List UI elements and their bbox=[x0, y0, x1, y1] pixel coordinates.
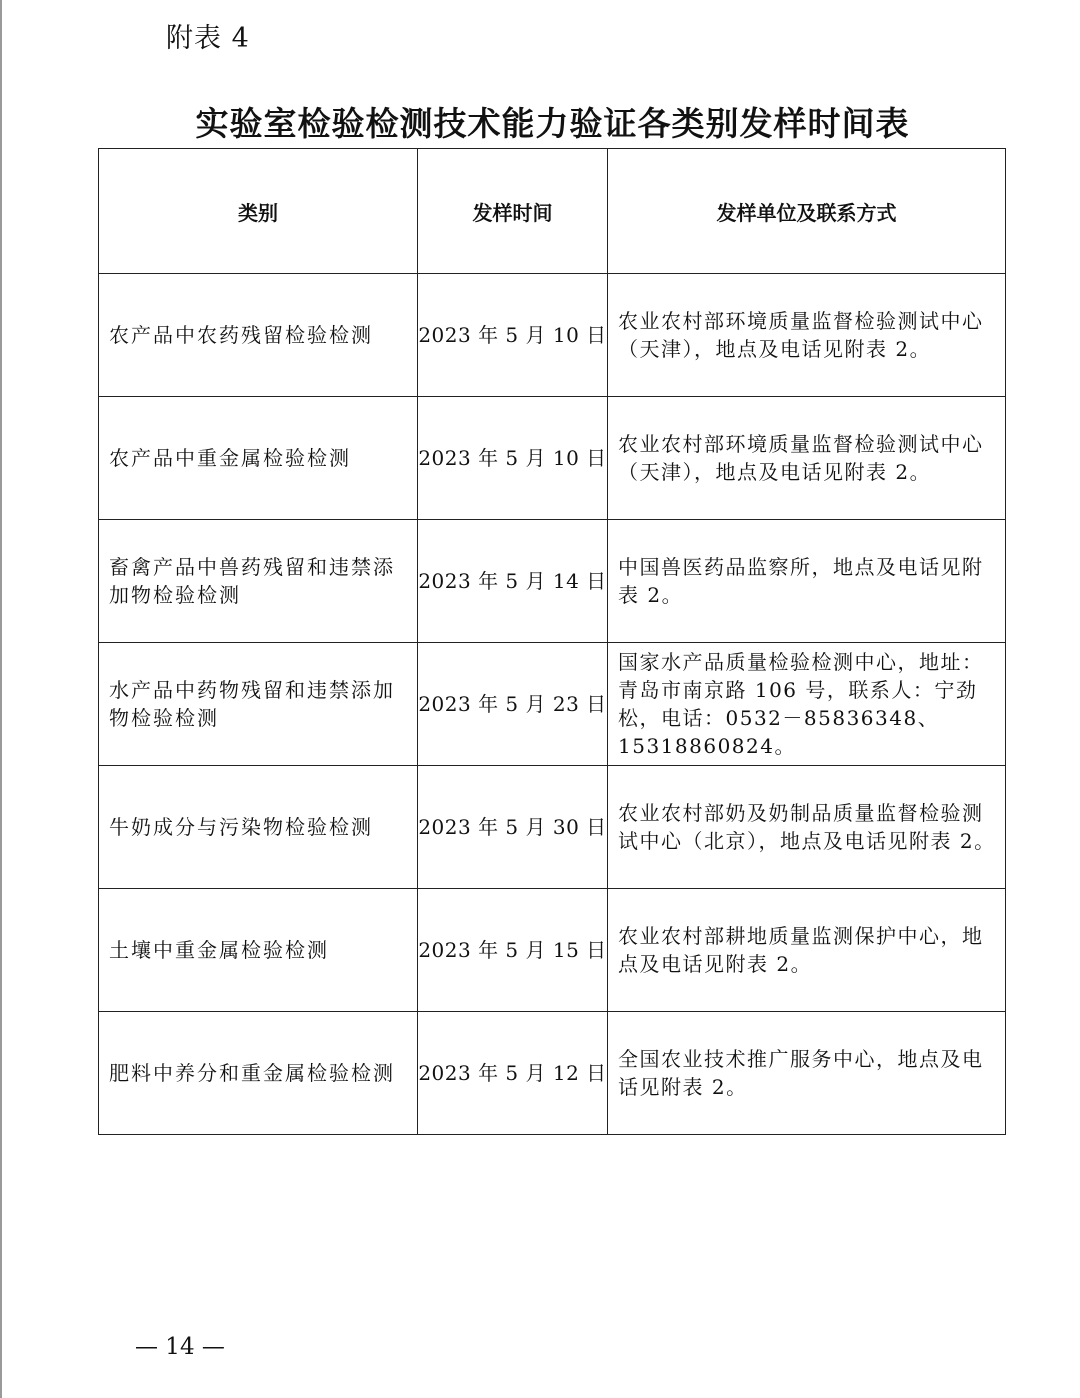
row-date: 2023 年 5 月 10 日 bbox=[418, 397, 608, 520]
row-unit-contact: 全国农业技术推广服务中心，地点及电话见附表 2。 bbox=[608, 1012, 1006, 1135]
row-unit-contact: 农业农村部环境质量监督检验测试中心（天津），地点及电话见附表 2。 bbox=[608, 397, 1006, 520]
row-category: 肥料中养分和重金属检验检测 bbox=[99, 1012, 418, 1135]
row-category: 农产品中重金属检验检测 bbox=[99, 397, 418, 520]
row-date: 2023 年 5 月 14 日 bbox=[418, 520, 608, 643]
row-date: 2023 年 5 月 23 日 bbox=[418, 643, 608, 766]
row-unit-contact: 农业农村部奶及奶制品质量监督检验测试中心（北京），地点及电话见附表 2。 bbox=[608, 766, 1006, 889]
document-title: 实验室检验检测技术能力验证各类别发样时间表 bbox=[195, 104, 910, 143]
row-category: 牛奶成分与污染物检验检测 bbox=[99, 766, 418, 889]
page-left-border bbox=[0, 0, 2, 1398]
row-unit-contact: 农业农村部环境质量监督检验测试中心（天津），地点及电话见附表 2。 bbox=[608, 274, 1006, 397]
row-category: 土壤中重金属检验检测 bbox=[99, 889, 418, 1012]
table-row bbox=[99, 520, 1006, 643]
row-unit-contact: 中国兽医药品监察所，地点及电话见附表 2。 bbox=[608, 520, 1006, 643]
row-category: 水产品中药物残留和违禁添加物检验检测 bbox=[99, 643, 418, 766]
annex-label: 附表 4 bbox=[166, 23, 250, 54]
row-date: 2023 年 5 月 30 日 bbox=[418, 766, 608, 889]
header-category: 类别 bbox=[99, 149, 418, 274]
table-row bbox=[99, 643, 1006, 766]
row-category: 农产品中农药残留检验检测 bbox=[99, 274, 418, 397]
row-date: 2023 年 5 月 15 日 bbox=[418, 889, 608, 1012]
table-row bbox=[99, 274, 1006, 397]
table-row bbox=[99, 397, 1006, 520]
row-unit-contact: 农业农村部耕地质量监测保护中心，地点及电话见附表 2。 bbox=[608, 889, 1006, 1012]
header-unit-contact: 发样单位及联系方式 bbox=[608, 149, 1006, 274]
sample-schedule-table bbox=[98, 148, 1006, 1135]
table-row bbox=[99, 766, 1006, 889]
row-unit-contact: 国家水产品质量检验检测中心，地址：青岛市南京路 106 号，联系人：宁劲松，电话：0532－85836348、15318860824。 bbox=[608, 643, 1006, 766]
page-number: — 14 — bbox=[135, 1334, 225, 1360]
row-category: 畜禽产品中兽药残留和违禁添加物检验检测 bbox=[99, 520, 418, 643]
table-row bbox=[99, 889, 1006, 1012]
table-header-row bbox=[99, 149, 1006, 274]
row-date: 2023 年 5 月 12 日 bbox=[418, 1012, 608, 1135]
row-date: 2023 年 5 月 10 日 bbox=[418, 274, 608, 397]
table-row bbox=[99, 1012, 1006, 1135]
header-date: 发样时间 bbox=[418, 149, 608, 274]
